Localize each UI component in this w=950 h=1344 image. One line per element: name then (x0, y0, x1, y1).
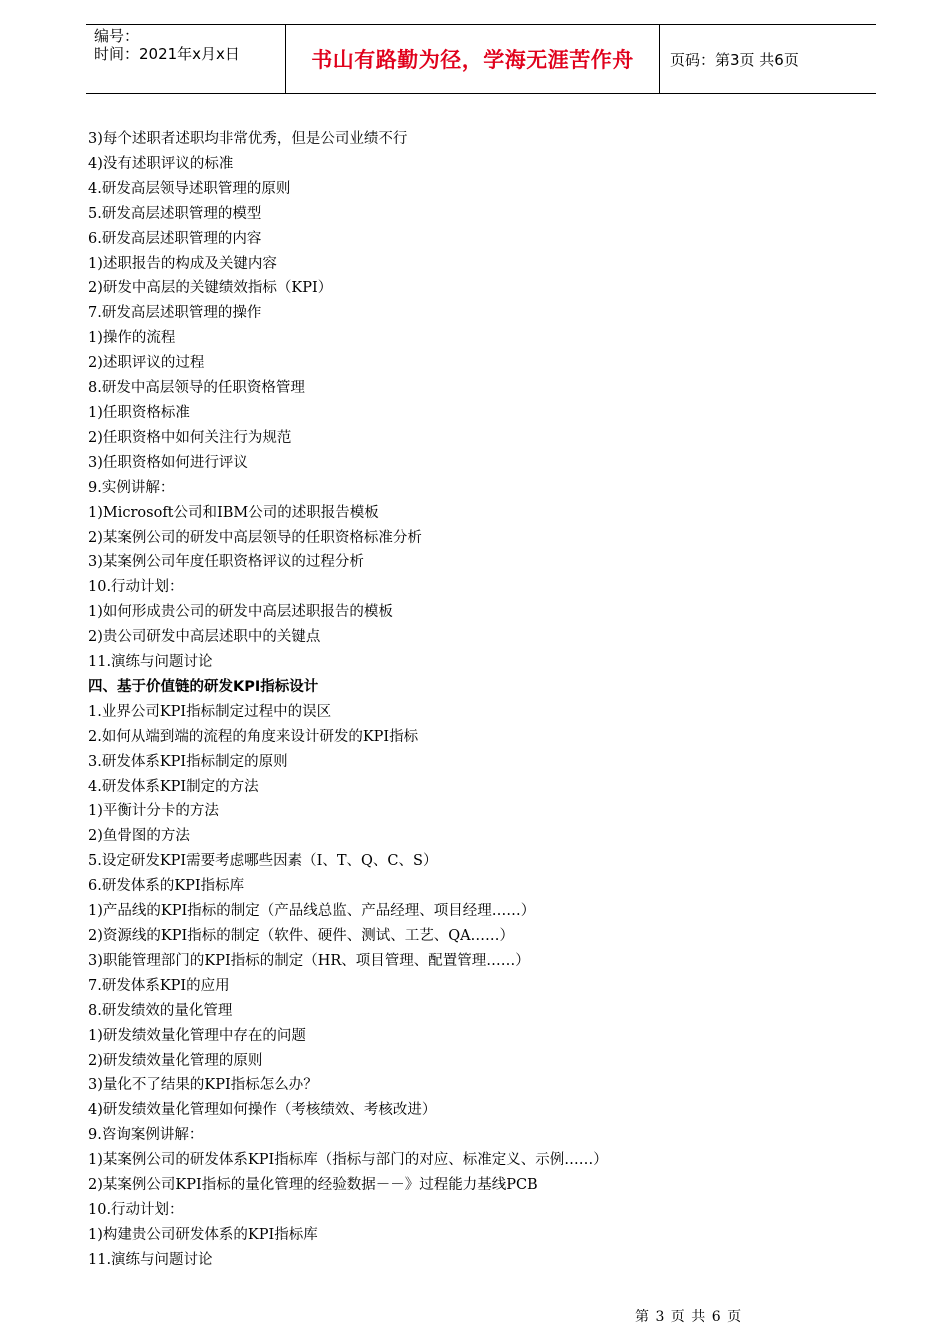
section-heading: 四、基于价值链的研发KPI指标设计 (88, 678, 319, 695)
outline-line: 2)贵公司研发中高层述职中的关键点 (88, 629, 321, 646)
outline-line: 3.研发体系KPI指标制定的原则 (88, 753, 288, 770)
page-header (86, 24, 876, 94)
outline-line: 3)任职资格如何进行评议 (88, 454, 248, 471)
outline-line: 6.研发体系的KPI指标库 (88, 878, 245, 895)
outline-line: 3)每个述职者述职均非常优秀，但是公司业绩不行 (88, 131, 408, 147)
outline-line: 1)某案例公司的研发体系KPI指标库（指标与部门的对应、标准定义、示例……） (88, 1152, 608, 1169)
outline-line: 7.研发高层述职管理的操作 (88, 305, 262, 322)
outline-line: 1)构建贵公司研发体系的KPI指标库 (88, 1226, 318, 1243)
outline-line: 4)研发绩效量化管理如何操作（考核绩效、考核改进） (88, 1102, 437, 1119)
outline-line: 10.行动计划： (88, 1201, 184, 1218)
outline-line: 1)平衡计分卡的方法 (88, 803, 219, 820)
outline-line: 2)某案例公司的研发中高层领导的任职资格标准分析 (88, 529, 422, 546)
header-meta (86, 25, 286, 93)
outline-line: 2)任职资格中如何关注行为规范 (88, 429, 292, 446)
outline-line: 7.研发体系KPI的应用 (88, 977, 230, 994)
outline-line: 8.研发绩效的量化管理 (88, 1002, 233, 1019)
outline-line: 1)如何形成贵公司的研发中高层述职报告的模板 (88, 604, 393, 621)
outline-line: 2.如何从端到端的流程的角度来设计研发的KPI指标 (88, 728, 419, 745)
outline-line: 4.研发体系KPI制定的方法 (88, 778, 259, 795)
outline-line: 1)操作的流程 (88, 330, 176, 347)
outline-line: 2)研发绩效量化管理的原则 (88, 1052, 263, 1069)
page-footer: 第 3 页 共 6 页 (635, 1309, 743, 1325)
header-slogan: 书山有路勤为径，学海无涯苦作舟 (286, 25, 660, 93)
outline-line: 4.研发高层领导述职管理的原则 (88, 180, 291, 197)
outline-line: 2)某案例公司KPI指标的量化管理的经验数据－－》过程能力基线PCB (88, 1177, 538, 1194)
outline-line: 1)产品线的KPI指标的制定（产品线总监、产品经理、项目经理……） (88, 903, 536, 920)
outline-line: 2)资源线的KPI指标的制定（软件、硬件、测试、工艺、QA……） (88, 928, 515, 944)
document-body (88, 127, 878, 1273)
outline-line: 1.业界公司KPI指标制定过程中的误区 (88, 703, 332, 720)
outline-line: 1)研发绩效量化管理中存在的问题 (88, 1027, 306, 1044)
outline-line: 11.演练与问题讨论 (88, 1251, 213, 1268)
outline-line: 2)研发中高层的关键绩效指标（KPI） (88, 280, 333, 297)
outline-line: 2)鱼骨图的方法 (88, 828, 190, 845)
outline-line: 5.研发高层述职管理的模型 (88, 205, 262, 222)
outline-line: 3)职能管理部门的KPI指标的制定（HR、项目管理、配置管理……） (88, 952, 530, 969)
outline-line: 3)量化不了结果的KPI指标怎么办？ (88, 1077, 318, 1094)
outline-line: 1)述职报告的构成及关键内容 (88, 255, 277, 272)
outline-line: 1)任职资格标准 (88, 404, 190, 421)
outline-line: 5.设定研发KPI需要考虑哪些因素（I、T、Q、C、S） (88, 853, 438, 870)
outline-line: 10.行动计划： (88, 579, 184, 596)
outline-line: 3)某案例公司年度任职资格评议的过程分析 (88, 554, 364, 571)
outline-line: 9.实例讲解： (88, 479, 175, 496)
outline-line: 1)Microsoft公司和IBM公司的述职报告模板 (88, 504, 379, 521)
outline-line: 11.演练与问题讨论 (88, 654, 213, 671)
outline-line: 6.研发高层述职管理的内容 (88, 230, 262, 247)
outline-line: 4)没有述职评议的标准 (88, 155, 234, 172)
header-page-info: 页码：第3页 共6页 (670, 50, 799, 69)
outline-line: 9.咨询案例讲解： (88, 1127, 204, 1144)
outline-line: 2)述职评议的过程 (88, 355, 205, 372)
outline-line: 8.研发中高层领导的任职资格管理 (88, 380, 305, 397)
header-time-label: 时间：2021年x月x日 (94, 45, 240, 63)
header-number-label: 编号： (94, 27, 140, 45)
